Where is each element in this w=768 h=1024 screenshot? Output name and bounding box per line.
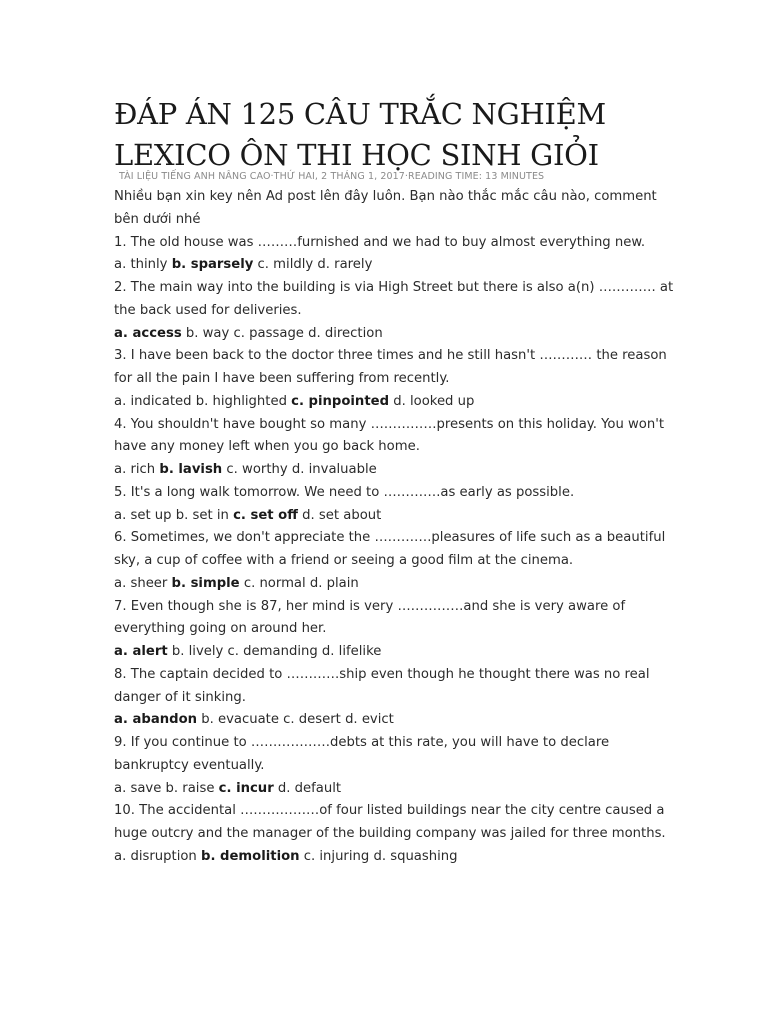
- answer-option: d. evict: [345, 712, 394, 728]
- answer-option: b. set in: [175, 507, 229, 523]
- answer-option: d. lifelike: [321, 644, 382, 659]
- answer-option: c. passage: [233, 325, 304, 341]
- answer-option: a. disruption: [114, 848, 197, 864]
- answer-option: a. save: [114, 780, 162, 796]
- question-text: 7. Even though she is 87, her mind is very ……………and she is very aware of everything going on around her.: [114, 598, 626, 637]
- answer-option: d. invaluable: [291, 462, 377, 477]
- answer-option: c. mildly: [257, 257, 314, 273]
- correct-answer-option: b. lavish: [159, 462, 223, 477]
- answer-option: b. highlighted: [195, 393, 287, 409]
- answer-option: a. indicated: [114, 393, 192, 409]
- answer-option: c. injuring: [303, 848, 370, 864]
- post-meta: TÀI LIỆU TIẾNG ANH NÂNG CAO·THỨ HAI, 2 THÁNG 1, 2017·READING TIME: 13 MINUTES: [119, 171, 545, 182]
- page-title: [114, 94, 734, 176]
- answer-option: c. worthy: [226, 462, 288, 477]
- question-text: 1. The old house was ………furnished and we had to buy almost everything new.: [114, 234, 646, 250]
- question-text: 10. The accidental ………………of four listed buildings near the city centre caused a huge outcry and the manager of the building company was jailed for three months.: [114, 803, 666, 841]
- title-line-2: LEXICO ÔN THI HỌC SINH GIỎI: [114, 138, 599, 172]
- correct-answer-option: c. set off: [233, 507, 298, 523]
- question-text: 3. I have been back to the doctor three times and he still hasn't ………… the reason for all the pain I have been suffering from recently.: [114, 348, 667, 386]
- answer-options: [114, 391, 674, 414]
- answer-options: [114, 254, 674, 277]
- answer-option: a. set up: [114, 507, 172, 523]
- correct-answer-option: c. pinpointed: [291, 393, 390, 409]
- answer-options: [114, 505, 674, 528]
- answer-option: c. demanding: [227, 644, 318, 659]
- answer-option: d. squashing: [373, 848, 458, 864]
- answer-option: d. rarely: [317, 257, 373, 273]
- answer-options: [114, 323, 674, 346]
- answer-option: b. way: [185, 325, 230, 341]
- answer-option: d. looked up: [393, 393, 475, 409]
- answer-option: a. rich: [114, 462, 156, 477]
- correct-answer-option: b. demolition: [201, 848, 300, 864]
- intro-paragraph: Nhiều bạn xin key nên Ad post lên đây luôn. Bạn nào thắc mắc câu nào, comment bên dưới nhé: [114, 189, 657, 227]
- answer-option: d. set about: [302, 507, 382, 523]
- answer-options: [114, 709, 674, 732]
- correct-answer-option: b. sparsely: [171, 257, 254, 273]
- answer-option: a. sheer: [114, 575, 168, 591]
- answer-option: d. plain: [309, 575, 359, 591]
- answer-option: b. lively: [171, 644, 224, 659]
- answer-option: d. default: [277, 780, 342, 796]
- correct-answer-option: a. access: [114, 325, 182, 341]
- answer-option: c. normal: [243, 575, 306, 591]
- answer-option: c. desert: [283, 712, 341, 728]
- answer-option: d. direction: [308, 325, 383, 341]
- question-text: 9. If you continue to ………………debts at this rate, you will have to declare bankruptcy eventually.: [114, 735, 610, 773]
- answer-options: [114, 778, 674, 801]
- post-content: [114, 186, 674, 869]
- title-line-1: ĐÁP ÁN 125 CÂU TRẮC NGHIỆM: [114, 97, 606, 131]
- question-text: 4. You shouldn't have bought so many ……………presents on this holiday. You won't have any money left when you go back home.: [114, 416, 665, 455]
- answer-options: [114, 641, 674, 664]
- question-text: 5. It's a long walk tomorrow. We need to ………….as early as possible.: [114, 484, 575, 500]
- correct-answer-option: c. incur: [218, 780, 274, 796]
- answer-options: [114, 846, 674, 869]
- answer-options: [114, 459, 674, 482]
- correct-answer-option: a. abandon: [114, 712, 198, 728]
- answer-option: a. thinly: [114, 257, 168, 273]
- question-text: 6. Sometimes, we don't appreciate the ………….pleasures of life such as a beautiful sky, a cup of coffee with a friend or seeing a good film at the cinema.: [114, 530, 666, 568]
- correct-answer-option: b. simple: [171, 575, 240, 591]
- question-text: 8. The captain decided to …………ship even though he thought there was no real danger of it sinking.: [114, 666, 650, 705]
- answer-option: b. evacuate: [201, 712, 279, 728]
- question-text: 2. The main way into the building is via High Street but there is also a(n) …………. at the back used for deliveries.: [114, 280, 674, 318]
- answer-options: [114, 573, 674, 596]
- answer-option: b. raise: [165, 780, 215, 796]
- correct-answer-option: a. alert: [114, 644, 168, 659]
